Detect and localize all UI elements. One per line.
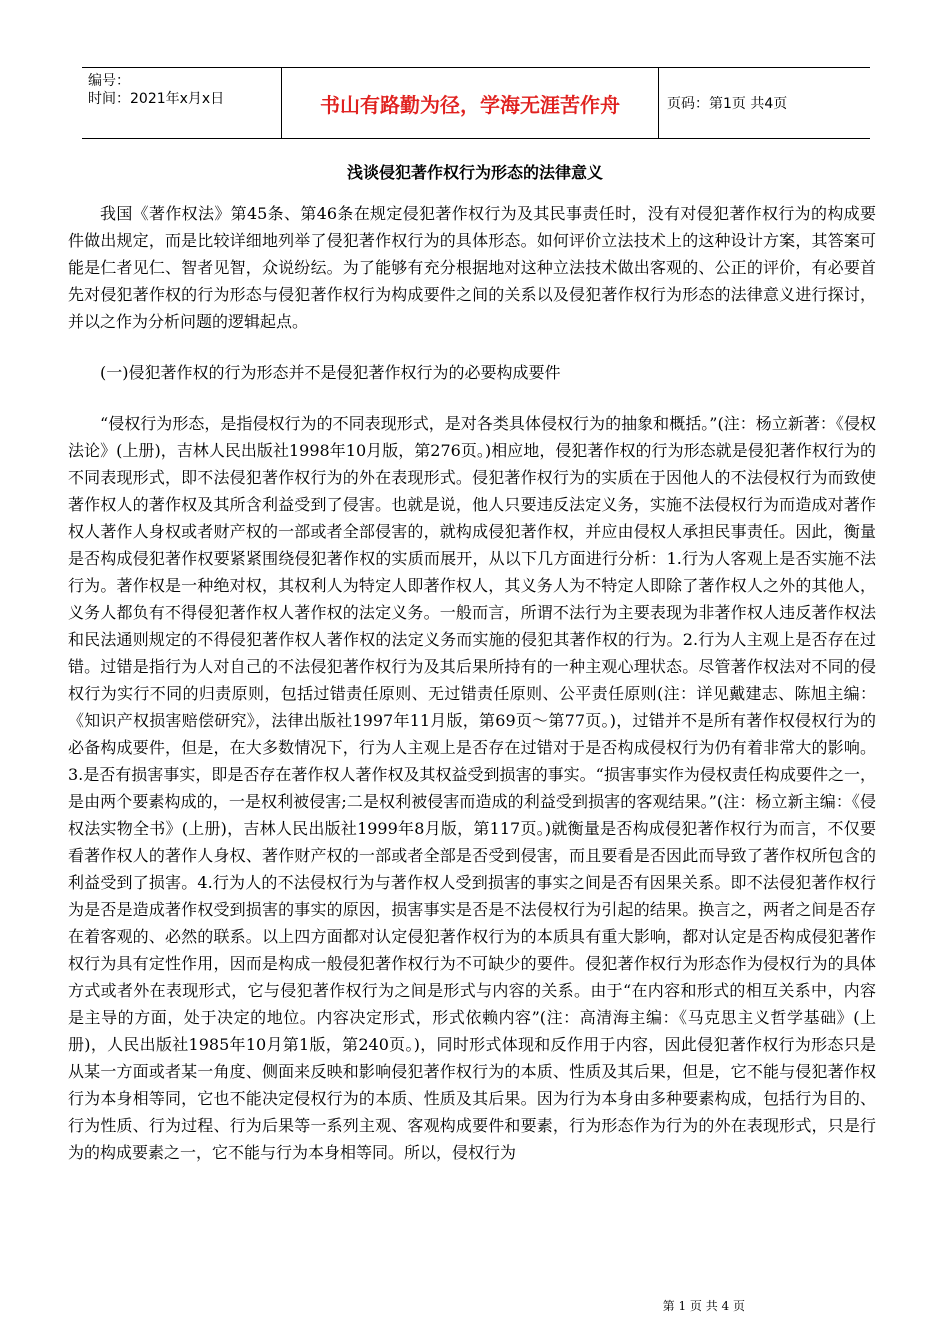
header-motto: 书山有路勤为径，学海无涯苦作舟 (282, 68, 659, 138)
section-heading: (一)侵犯著作权的行为形态并不是侵犯著作权行为的必要构成要件 (100, 363, 561, 382)
header-table (82, 67, 870, 139)
document-body (68, 200, 876, 1166)
page-footer: 第 1 页 共 4 页 (662, 1299, 745, 1313)
paragraph-main: “侵权行为形态，是指侵权行为的不同表现形式，是对各类具体侵权行为的抽象和概括。”(注：杨立新著：《侵权法论》(上册)，吉林人民出版社1998年10月版，第276页。)相应地，侵犯著作权的行为形态就是侵犯著作权行为的不同表现形式，即不法侵犯著作权行为的外在表现形式。侵犯著作权行为的实质在于因他人的不法侵权行为而致使著作权人的著作权及其所含利益受到了侵害。也就是说，他人只要违反法定义务，实施不法侵权行为而造成对著作权人著作人身权或者财产权的一部或者全部侵害的，就构成侵犯著作权，并应由侵权人承担民事责任。因此，衡量是否构成侵犯著作权要紧紧围绕侵犯著作权的实质而展开，从以下几方面进行分析：1.行为人客观上是否实施不法行为。著作权是一种绝对权，其权利人为特定人即著作权人，其义务人为不特定人即除了著作权人之外的其他人，义务人都负有不得侵犯著作权人著作权的法定义务。一般而言，所谓不法行为主要表现为非著作权人违反著作权法和民法通则规定的不得侵犯著作权人著作权的法定义务而实施的侵犯其著作权的行为。2.行为人主观上是否存在过错。过错是指行为人对自己的不法侵犯著作权行为及其后果所持有的一种主观心理状态。尽管著作权法对不同的侵权行为实行不同的归责原则，包括过错责任原则、无过错责任原则、公平责任原则(注：详见戴建志、陈旭主编：《知识产权损害赔偿研究》，法律出版社1997年11月版，第69页～第77页。)，过错并不是所有著作权侵权行为的必备构成要件，但是，在大多数情况下，行为人主观上是否存在过错对于是否构成侵权行为仍有着非常大的影响。3.是否有损害事实，即是否存在著作权人著作权及其权益受到损害的事实。“损害事实作为侵权责任构成要件之一，是由两个要素构成的，一是权利被侵害;二是权利被侵害而造成的利益受到损害的客观结果。”(注：杨立新主编：《侵权法实物全书》(上册)，吉林人民出版社1999年8月版，第117页。)就衡量是否构成侵犯著作权行为而言，不仅要看著作权人的著作人身权、著作财产权的一部或者全部是否受到侵害，而且要看是否因此而导致了著作权所包含的利益受到了损害。4.行为人的不法侵权行为与著作权人受到损害的事实之间是否有因果关系。即不法侵犯著作权行为是否是造成著作权受到损害的事实的原因，损害事实是否是不法侵权行为引起的结果。换言之，两者之间是否存在着客观的、必然的联系。以上四方面都对认定侵犯著作权行为的本质具有重大影响，都对认定是否构成侵犯著作权行为具有定性作用，因而是构成一般侵犯著作权行为不可缺少的要件。侵犯著作权行为形态作为侵权行为的具体方式或者外在表现形式，它与侵犯著作权行为之间是形式与内容的关系。由于“在内容和形式的相互关系中，内容是主导的方面，处于决定的地位。内容决定形式，形式依赖内容”(注：高清海主编：《马克思主义哲学基础》(上册)，人民出版社1985年10月第1版，第240页。)，同时形式体现和反作用于内容，因此侵犯著作权行为形态只是从某一方面或者某一角度、侧面来反映和影响侵犯著作权行为的本质、性质及其后果，但是，它不能与侵犯著作权行为本身相等同，它也不能决定侵权行为的本质、性质及其后果。因为行为本身由多种要素构成，包括行为目的、行为性质、行为过程、行为后果等一系列主观、客观构成要件和要素，行为形态作为行为的外在表现形式，只是行为的构成要素之一，它不能与行为本身相等同。所以，侵权行为 (68, 414, 876, 1162)
time-label: 时间：2021年x月x日 (88, 91, 225, 107)
header-meta (82, 68, 282, 138)
number-label: 编号： (88, 73, 130, 89)
paragraph-intro: 我国《著作权法》第45条、第46条在规定侵犯著作权行为及其民事责任时，没有对侵犯著作权行为的构成要件做出规定，而是比较详细地列举了侵犯著作权行为的具体形态。如何评价立法技术上的这种设计方案，其答案可能是仁者见仁、智者见智，众说纷纭。为了能够有充分根据地对这种立法技术做出客观的、公正的评价，有必要首先对侵犯著作权的行为形态与侵犯著作权行为构成要件之间的关系以及侵犯著作权行为形态的法律意义进行探讨，并以之作为分析问题的逻辑起点。 (68, 204, 876, 331)
header-page-info: 页码：第1页 共4页 (667, 96, 788, 112)
document-title: 浅谈侵犯著作权行为形态的法律意义 (346, 163, 603, 182)
